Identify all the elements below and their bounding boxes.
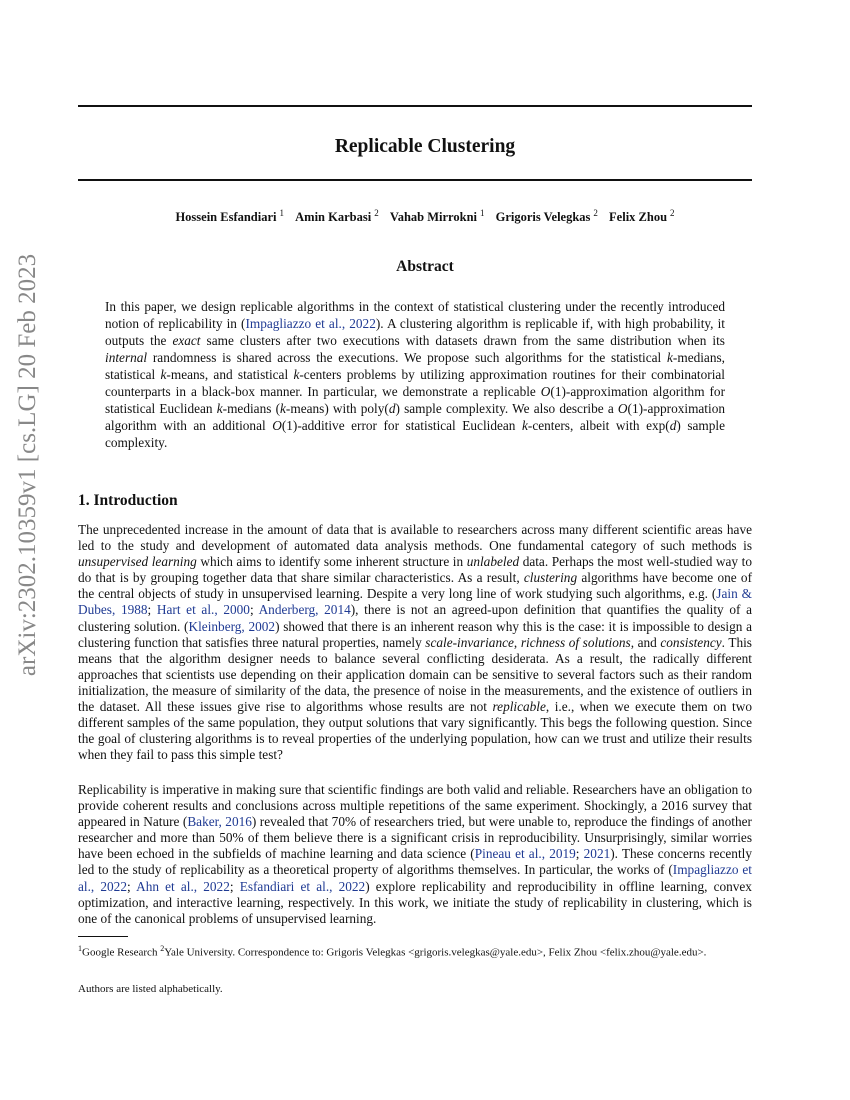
text-run: ) sample complexity. <box>105 418 726 450</box>
affiliation-mark: 2 <box>593 208 598 218</box>
footnote-affiliations <box>78 941 752 961</box>
citation-link[interactable]: 2021 <box>583 846 611 862</box>
text-run: , and <box>630 634 661 650</box>
author <box>175 210 284 224</box>
emphasized-text: scale-invariance <box>425 634 514 650</box>
author <box>609 210 675 224</box>
text-run: which aims to identify some inherent structure in <box>196 554 467 570</box>
footnote-mark: 1 <box>78 944 82 953</box>
text-run: ; <box>249 602 259 618</box>
text-run: -medians, statistical <box>105 350 725 382</box>
text-run: The unprecedented increase in the amount of data that is available to researchers across many different scientific areas have led to the study and development of automated data analysis methods. One fundamental category of such methods is <box>78 522 752 554</box>
text-run: In this paper, we design replicable algorithms in the context of statistical clustering under the recently introduced notion of replicability in ( <box>105 299 725 331</box>
text-run: ) explore replicability and reproducibility in offline learning, convex optimization, and interactive learning, respectively. In this work, we initiate the study of replicability in clustering, which is one of the canonical problems of unsupervised learning. <box>78 878 752 926</box>
text-run: ) showed that there is an inherent reason why this is the case: it is impossible to design a clustering function that satisfies three natural properties, namely <box>78 618 753 650</box>
emphasized-text: k <box>280 401 286 416</box>
text-run: (1)-approximation algorithm with an additional <box>105 401 725 433</box>
citation-link[interactable]: Jain & Dubes, 1988 <box>78 586 752 618</box>
footnote-text: Yale University. Correspondence to: Grigoris Velegkas <grigoris.velegkas@yale.edu>, Felix Zhou <felix.zhou@yale.edu>. <box>164 946 707 959</box>
emphasized-text: d <box>388 401 396 416</box>
emphasized-text: O <box>617 401 628 416</box>
author-list <box>0 208 850 225</box>
text-run: -centers problems by utilizing approximation routines for their combinatorial counterparts in a black-box manner. In particular, we demonstrate a replicable <box>105 367 725 399</box>
citation-link[interactable]: Baker, 2016 <box>187 814 252 830</box>
title-top-rule <box>78 105 752 107</box>
text-run: (1)-additive error for statistical Euclidean <box>281 418 522 433</box>
citation-link[interactable]: Kleinberg, 2002 <box>188 618 276 634</box>
emphasized-text: k <box>160 367 167 382</box>
text-run: Replicability is imperative in making sure that scientific findings are both valid and reliable. Researchers have an obligation to provide coherent results and conclusions across multiple repetitions of the same experiment. Shockingly, a 2016 survey that appeared in Nature ( <box>78 782 752 830</box>
section-heading-introduction: 1. Introduction <box>78 492 178 509</box>
affiliation-mark: 1 <box>279 208 284 218</box>
emphasized-text: k <box>216 401 223 416</box>
author <box>390 210 485 224</box>
title-bottom-rule <box>78 179 752 181</box>
text-run: (1)-approximation algorithm for statistical Euclidean <box>105 384 725 416</box>
paper-title: Replicable Clustering <box>334 136 516 157</box>
text-run: , i.e., when we execute them on two different samples of the same population, they output solutions that vary significantly. This begs the following question. Since the goal of clustering algorithms is to reveal properties of the underlying population, how can we trust and utilize their results when they fail to pass this simple test? <box>78 699 752 763</box>
text-run: ) sample complexity. We also describe a <box>395 401 618 416</box>
text-run: -means) with poly( <box>285 401 389 416</box>
text-run: . This means that the algorithm designer needs to balance several conflicting desiderata. As a result, the radically different approaches that scientists use depending on their application domain can be sensitive to several factors such as their random initialization, the measure of similarity of the data, the presence of noise in the measurements, and the existence of outliers in the dataset. All these issues give rise to algorithms whose results are not <box>78 634 752 715</box>
author-name: Grigoris Velegkas <box>495 210 591 225</box>
text-run: data. Perhaps the most well-studied way to do that is by grouping together data that share similar characteristics. As a result, <box>78 554 752 586</box>
emphasized-text: exact <box>172 333 201 348</box>
intro-paragraph-1 <box>78 522 752 763</box>
author-name: Felix Zhou <box>609 210 668 225</box>
citation-link[interactable]: Esfandiari et al., 2022 <box>239 878 366 894</box>
affiliation-mark: 2 <box>670 208 675 218</box>
citation-link[interactable]: Ahn et al., 2022 <box>136 878 230 894</box>
emphasized-text: k <box>667 350 673 365</box>
citation-link[interactable]: Anderberg, 2014 <box>258 602 351 618</box>
text-run: ). These concerns recently led to the study of replicability as a theoretical property of algorithms themselves. In particular, the works of ( <box>78 846 752 878</box>
text-run: randomness is shared across the executions. We propose such algorithms for the statistical <box>147 350 668 365</box>
emphasized-text: internal <box>105 350 148 365</box>
text-run: , <box>513 634 521 650</box>
emphasized-text: d <box>669 418 677 433</box>
intro-paragraph-2 <box>78 782 752 927</box>
arxiv-identifier: arXiv:2302.10359v1 [cs.LG] 20 Feb 2023 <box>14 253 41 677</box>
emphasized-text: replicable <box>492 699 546 715</box>
emphasized-text: O <box>540 384 551 399</box>
text-run: ; <box>575 846 584 862</box>
citation-link[interactable]: Impagliazzo et al., 2022 <box>78 862 752 894</box>
emphasized-text: k <box>522 418 528 433</box>
footnote-rule <box>78 936 128 937</box>
emphasized-text: unsupervised learning <box>78 554 197 570</box>
abstract-heading: Abstract <box>396 258 454 275</box>
author-name: Hossein Esfandiari <box>175 210 277 225</box>
text-run: -means, and statistical <box>166 367 294 382</box>
citation-link[interactable]: Hart et al., 2000 <box>156 602 250 618</box>
author <box>496 210 598 224</box>
text-run: ; <box>229 878 240 894</box>
affiliation-mark: 2 <box>374 208 379 218</box>
text-run: ; <box>147 602 157 618</box>
emphasized-text: consistency <box>660 634 722 650</box>
text-run: ). A clustering algorithm is replicable if, with high probability, it outputs the <box>105 316 725 348</box>
citation-link[interactable]: Pineau et al., 2019 <box>474 846 576 862</box>
text-run: ), there is not an agreed-upon definition that quantifies the quality of a clustering solution. ( <box>78 602 752 634</box>
text-run: algorithms have become one of the central objects of study in unsupervised learning. Despite a very long line of work studying such algorithms, e.g. ( <box>78 570 753 602</box>
emphasized-text: unlabeled <box>466 554 520 570</box>
author <box>295 210 379 224</box>
text-run: ) revealed that 70% of researchers tried, but were unable to, reproduce the findings of another researcher and more than 50% of them believe there is a significant crisis in reproducibility. Unsurprisingly, similar worries have been echoed in the subfields of machine learning and data science ( <box>78 814 752 862</box>
footnote-alphabetical: Authors are listed alphabetically. <box>78 983 223 995</box>
emphasized-text: O <box>272 418 282 433</box>
emphasized-text: richness of solutions <box>520 634 631 650</box>
author-name: Vahab Mirrokni <box>389 210 477 225</box>
footnote-mark: 2 <box>160 944 165 953</box>
text-run: same clusters after two executions with datasets drawn from the same distribution when its <box>200 333 725 348</box>
text-run: ; <box>126 878 137 894</box>
abstract-text <box>105 298 725 451</box>
emphasized-text: clustering <box>523 570 578 586</box>
footnote-text: Google Research <box>82 946 161 959</box>
citation-link[interactable]: Impagliazzo et al., 2022 <box>245 316 376 331</box>
text-run: -medians ( <box>222 401 281 416</box>
affiliation-mark: 1 <box>480 208 485 218</box>
author-name: Amin Karbasi <box>295 210 372 225</box>
emphasized-text: k <box>293 367 300 382</box>
text-run: -centers, albeit with exp( <box>527 418 670 433</box>
